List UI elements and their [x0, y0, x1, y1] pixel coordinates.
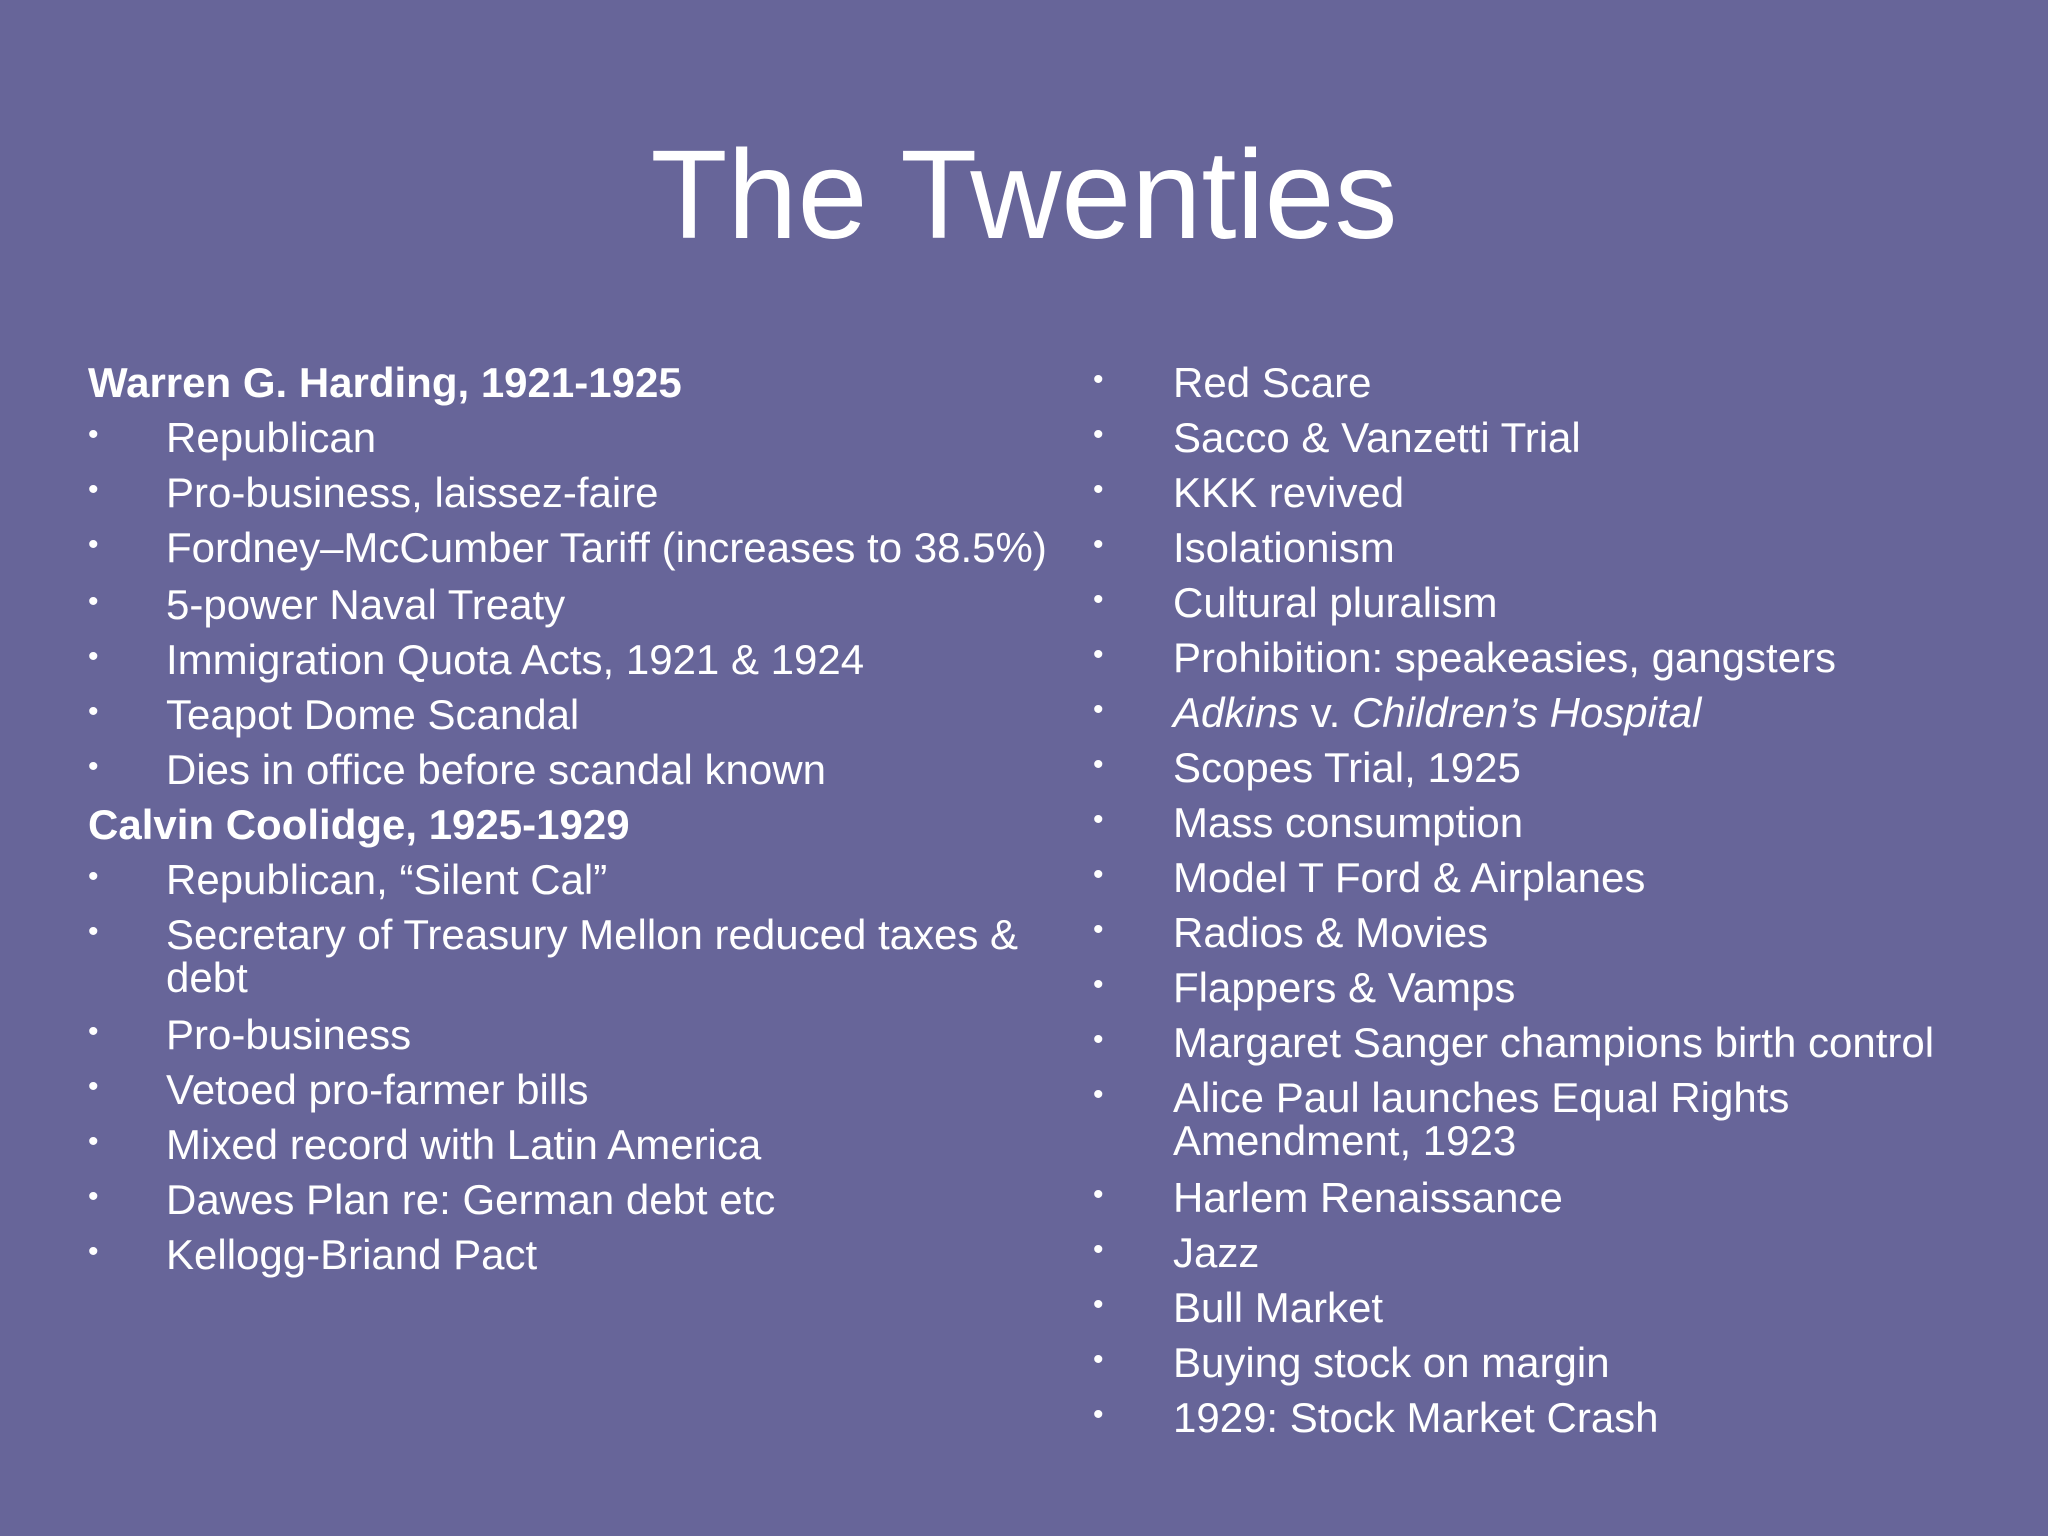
- right-item: [1093, 1076, 2033, 1162]
- right-item-text: Margaret Sanger champions birth control: [1173, 1019, 1935, 1066]
- bullet-icon: •: [88, 585, 99, 618]
- coolidge-item-text: Vetoed pro-farmer bills: [166, 1066, 589, 1113]
- right-column: [1093, 361, 2033, 1451]
- bullet-icon: •: [1093, 473, 1104, 506]
- bullet-icon: •: [1093, 803, 1104, 836]
- harding-item-text: Immigration Quota Acts, 1921 & 1924: [166, 636, 865, 683]
- coolidge-item-text: Kellogg-Briand Pact: [166, 1231, 538, 1278]
- court-case-text: [1173, 691, 2033, 734]
- coolidge-item-text: Mixed record with Latin America: [166, 1121, 762, 1168]
- right-item: [1093, 856, 2033, 899]
- bullet-icon: •: [1093, 1023, 1104, 1056]
- right-item-text: Mass consumption: [1173, 799, 1524, 846]
- right-item: [1093, 691, 2033, 734]
- bullet-icon: •: [1093, 1398, 1104, 1431]
- right-item: [1093, 416, 2033, 459]
- right-item-text: Flappers & Vamps: [1173, 964, 1516, 1011]
- harding-heading: Warren G. Harding, 1921-1925: [88, 359, 682, 406]
- coolidge-heading: Calvin Coolidge, 1925-1929: [88, 801, 630, 848]
- bullet-icon: •: [88, 528, 99, 561]
- harding-item-text: 5-power Naval Treaty: [166, 581, 566, 628]
- right-item-text: Jazz: [1173, 1229, 1260, 1276]
- harding-item-text: Teapot Dome Scandal: [166, 691, 580, 738]
- right-item-text: Cultural pluralism: [1173, 579, 1498, 626]
- coolidge-item: [88, 1068, 1078, 1111]
- harding-item-text: Fordney–McCumber Tariff (increases to 38.5%): [166, 524, 1047, 571]
- harding-item: [88, 526, 1078, 569]
- bullet-icon: •: [88, 860, 99, 893]
- bullet-icon: •: [1093, 418, 1104, 451]
- right-item: [1093, 1341, 2033, 1384]
- bullet-icon: •: [1093, 968, 1104, 1001]
- right-item: [1093, 966, 2033, 1009]
- right-item: [1093, 361, 2033, 404]
- bullet-icon: •: [88, 695, 99, 728]
- right-item: [1093, 526, 2033, 569]
- right-item: [1093, 1231, 2033, 1274]
- right-item-text: KKK revived: [1173, 469, 1405, 516]
- bullet-icon: •: [1093, 913, 1104, 946]
- right-item-text: Isolationism: [1173, 524, 1395, 571]
- harding-item: [88, 748, 1078, 791]
- right-item: [1093, 1286, 2033, 1329]
- right-item: [1093, 746, 2033, 789]
- right-item-text: Bull Market: [1173, 1284, 1384, 1331]
- bullet-icon: •: [1093, 858, 1104, 891]
- right-item-text: Buying stock on margin: [1173, 1339, 1610, 1386]
- bullet-icon: •: [1093, 528, 1104, 561]
- harding-item: [88, 693, 1078, 736]
- coolidge-item: [88, 858, 1078, 901]
- bullet-icon: •: [88, 1125, 99, 1158]
- bullet-icon: •: [1093, 1078, 1104, 1111]
- coolidge-item-text: Pro-business: [166, 1011, 412, 1058]
- coolidge-item: [88, 1013, 1078, 1056]
- bullet-icon: •: [1093, 693, 1104, 726]
- slide-title: The Twenties: [650, 124, 1398, 265]
- bullet-icon: •: [88, 640, 99, 673]
- coolidge-item: [88, 1233, 1078, 1276]
- bullet-icon: •: [88, 473, 99, 506]
- coolidge-item-text: Dawes Plan re: German debt etc: [166, 1176, 776, 1223]
- harding-item: [88, 416, 1078, 459]
- bullet-icon: •: [88, 1015, 99, 1048]
- bullet-icon: •: [1093, 1343, 1104, 1376]
- right-item-text: Prohibition: speakeasies, gangsters: [1173, 634, 1837, 681]
- harding-item: [88, 583, 1078, 626]
- bullet-icon: •: [1093, 638, 1104, 671]
- right-item-text: 1929: Stock Market Crash: [1173, 1394, 1659, 1441]
- right-item-text: Radios & Movies: [1173, 909, 1489, 956]
- bullet-icon: •: [1093, 583, 1104, 616]
- harding-item-text: Dies in office before scandal known: [166, 746, 826, 793]
- harding-item: [88, 638, 1078, 681]
- bullet-icon: •: [88, 1070, 99, 1103]
- bullet-icon: •: [1093, 1288, 1104, 1321]
- right-item-text: Alice Paul launches Equal Rights Amendment, 1923: [1173, 1074, 1790, 1164]
- coolidge-item-text: Republican, “Silent Cal”: [166, 856, 608, 903]
- bullet-icon: •: [88, 418, 99, 451]
- bullet-icon: •: [88, 1235, 99, 1268]
- bullet-icon: •: [1093, 363, 1104, 396]
- right-item: [1093, 471, 2033, 514]
- case-name-part: Children’s Hospital: [1351, 689, 1702, 736]
- right-item: [1093, 911, 2033, 954]
- case-name-part: Adkins: [1173, 689, 1300, 736]
- right-item: [1093, 1021, 2033, 1064]
- coolidge-item: [88, 1178, 1078, 1221]
- bullet-icon: •: [88, 915, 99, 948]
- coolidge-item-text: Secretary of Treasury Mellon reduced taxes & debt: [166, 911, 1019, 1001]
- bullet-icon: •: [1093, 748, 1104, 781]
- right-item: [1093, 1396, 2033, 1439]
- harding-item-text: Republican: [166, 414, 377, 461]
- right-item-text: Harlem Renaissance: [1173, 1174, 1563, 1221]
- coolidge-item: [88, 1123, 1078, 1166]
- left-column: [88, 361, 1078, 1288]
- harding-item-text: Pro-business, laissez-faire: [166, 469, 659, 516]
- right-item-text: Model T Ford & Airplanes: [1173, 854, 1646, 901]
- right-item: [1093, 801, 2033, 844]
- bullet-icon: •: [88, 1180, 99, 1213]
- right-item: [1093, 1176, 2033, 1219]
- right-item: [1093, 636, 2033, 679]
- bullet-icon: •: [1093, 1233, 1104, 1266]
- right-item-text: Red Scare: [1173, 359, 1372, 406]
- case-versus: v.: [1299, 689, 1352, 736]
- right-item-text: Sacco & Vanzetti Trial: [1173, 414, 1581, 461]
- right-item-text: Scopes Trial, 1925: [1173, 744, 1521, 791]
- coolidge-item: [88, 913, 1078, 999]
- right-item: [1093, 581, 2033, 624]
- harding-item: [88, 471, 1078, 514]
- bullet-icon: •: [88, 750, 99, 783]
- bullet-icon: •: [1093, 1178, 1104, 1211]
